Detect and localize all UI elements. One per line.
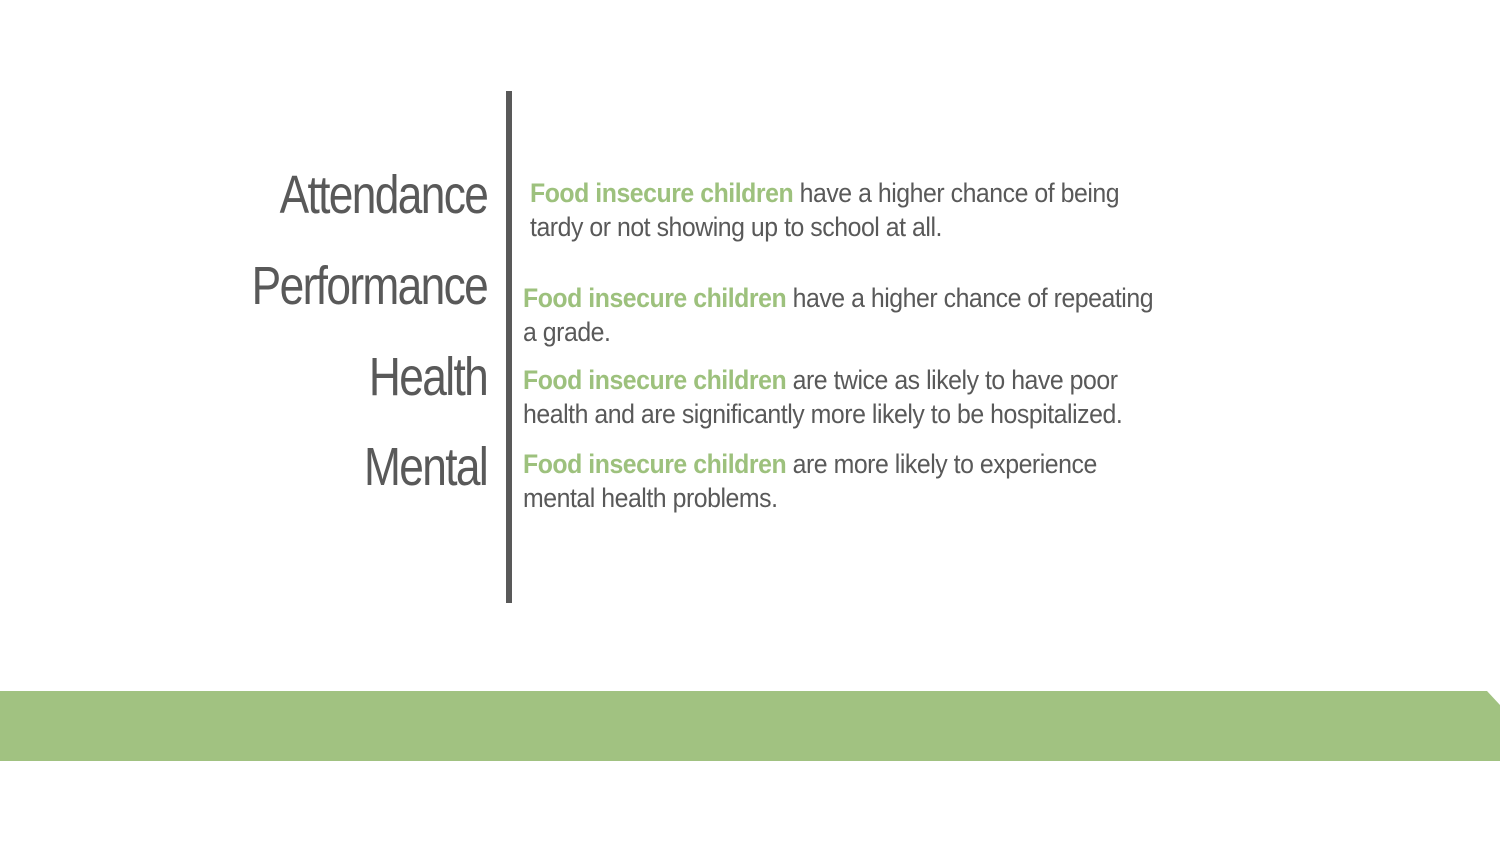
highlight-text: Food insecure children	[523, 283, 787, 313]
description-text: are twice as likely to have poor health and are significantly more likely to be hospitalized.	[523, 365, 1123, 429]
highlight-text: Food insecure children	[530, 178, 794, 208]
label-performance: Performance	[251, 256, 487, 316]
vertical-divider	[506, 91, 512, 603]
description-text: have a higher chance of repeating a grade.	[523, 283, 1154, 347]
label-attendance: Attendance	[279, 165, 487, 225]
description-performance	[523, 281, 1158, 349]
description-health	[523, 363, 1158, 431]
label-health: Health	[368, 347, 487, 407]
highlight-text: Food insecure children	[523, 449, 787, 479]
highlight-text: Food insecure children	[523, 365, 787, 395]
description-text: are more likely to experience mental health problems.	[523, 449, 1097, 513]
label-mental: Mental	[363, 437, 487, 497]
description-attendance	[530, 176, 1165, 244]
footer-band	[0, 691, 1500, 761]
description-mental	[523, 447, 1158, 515]
description-text: have a higher chance of being tardy or not showing up to school at all.	[530, 178, 1120, 242]
